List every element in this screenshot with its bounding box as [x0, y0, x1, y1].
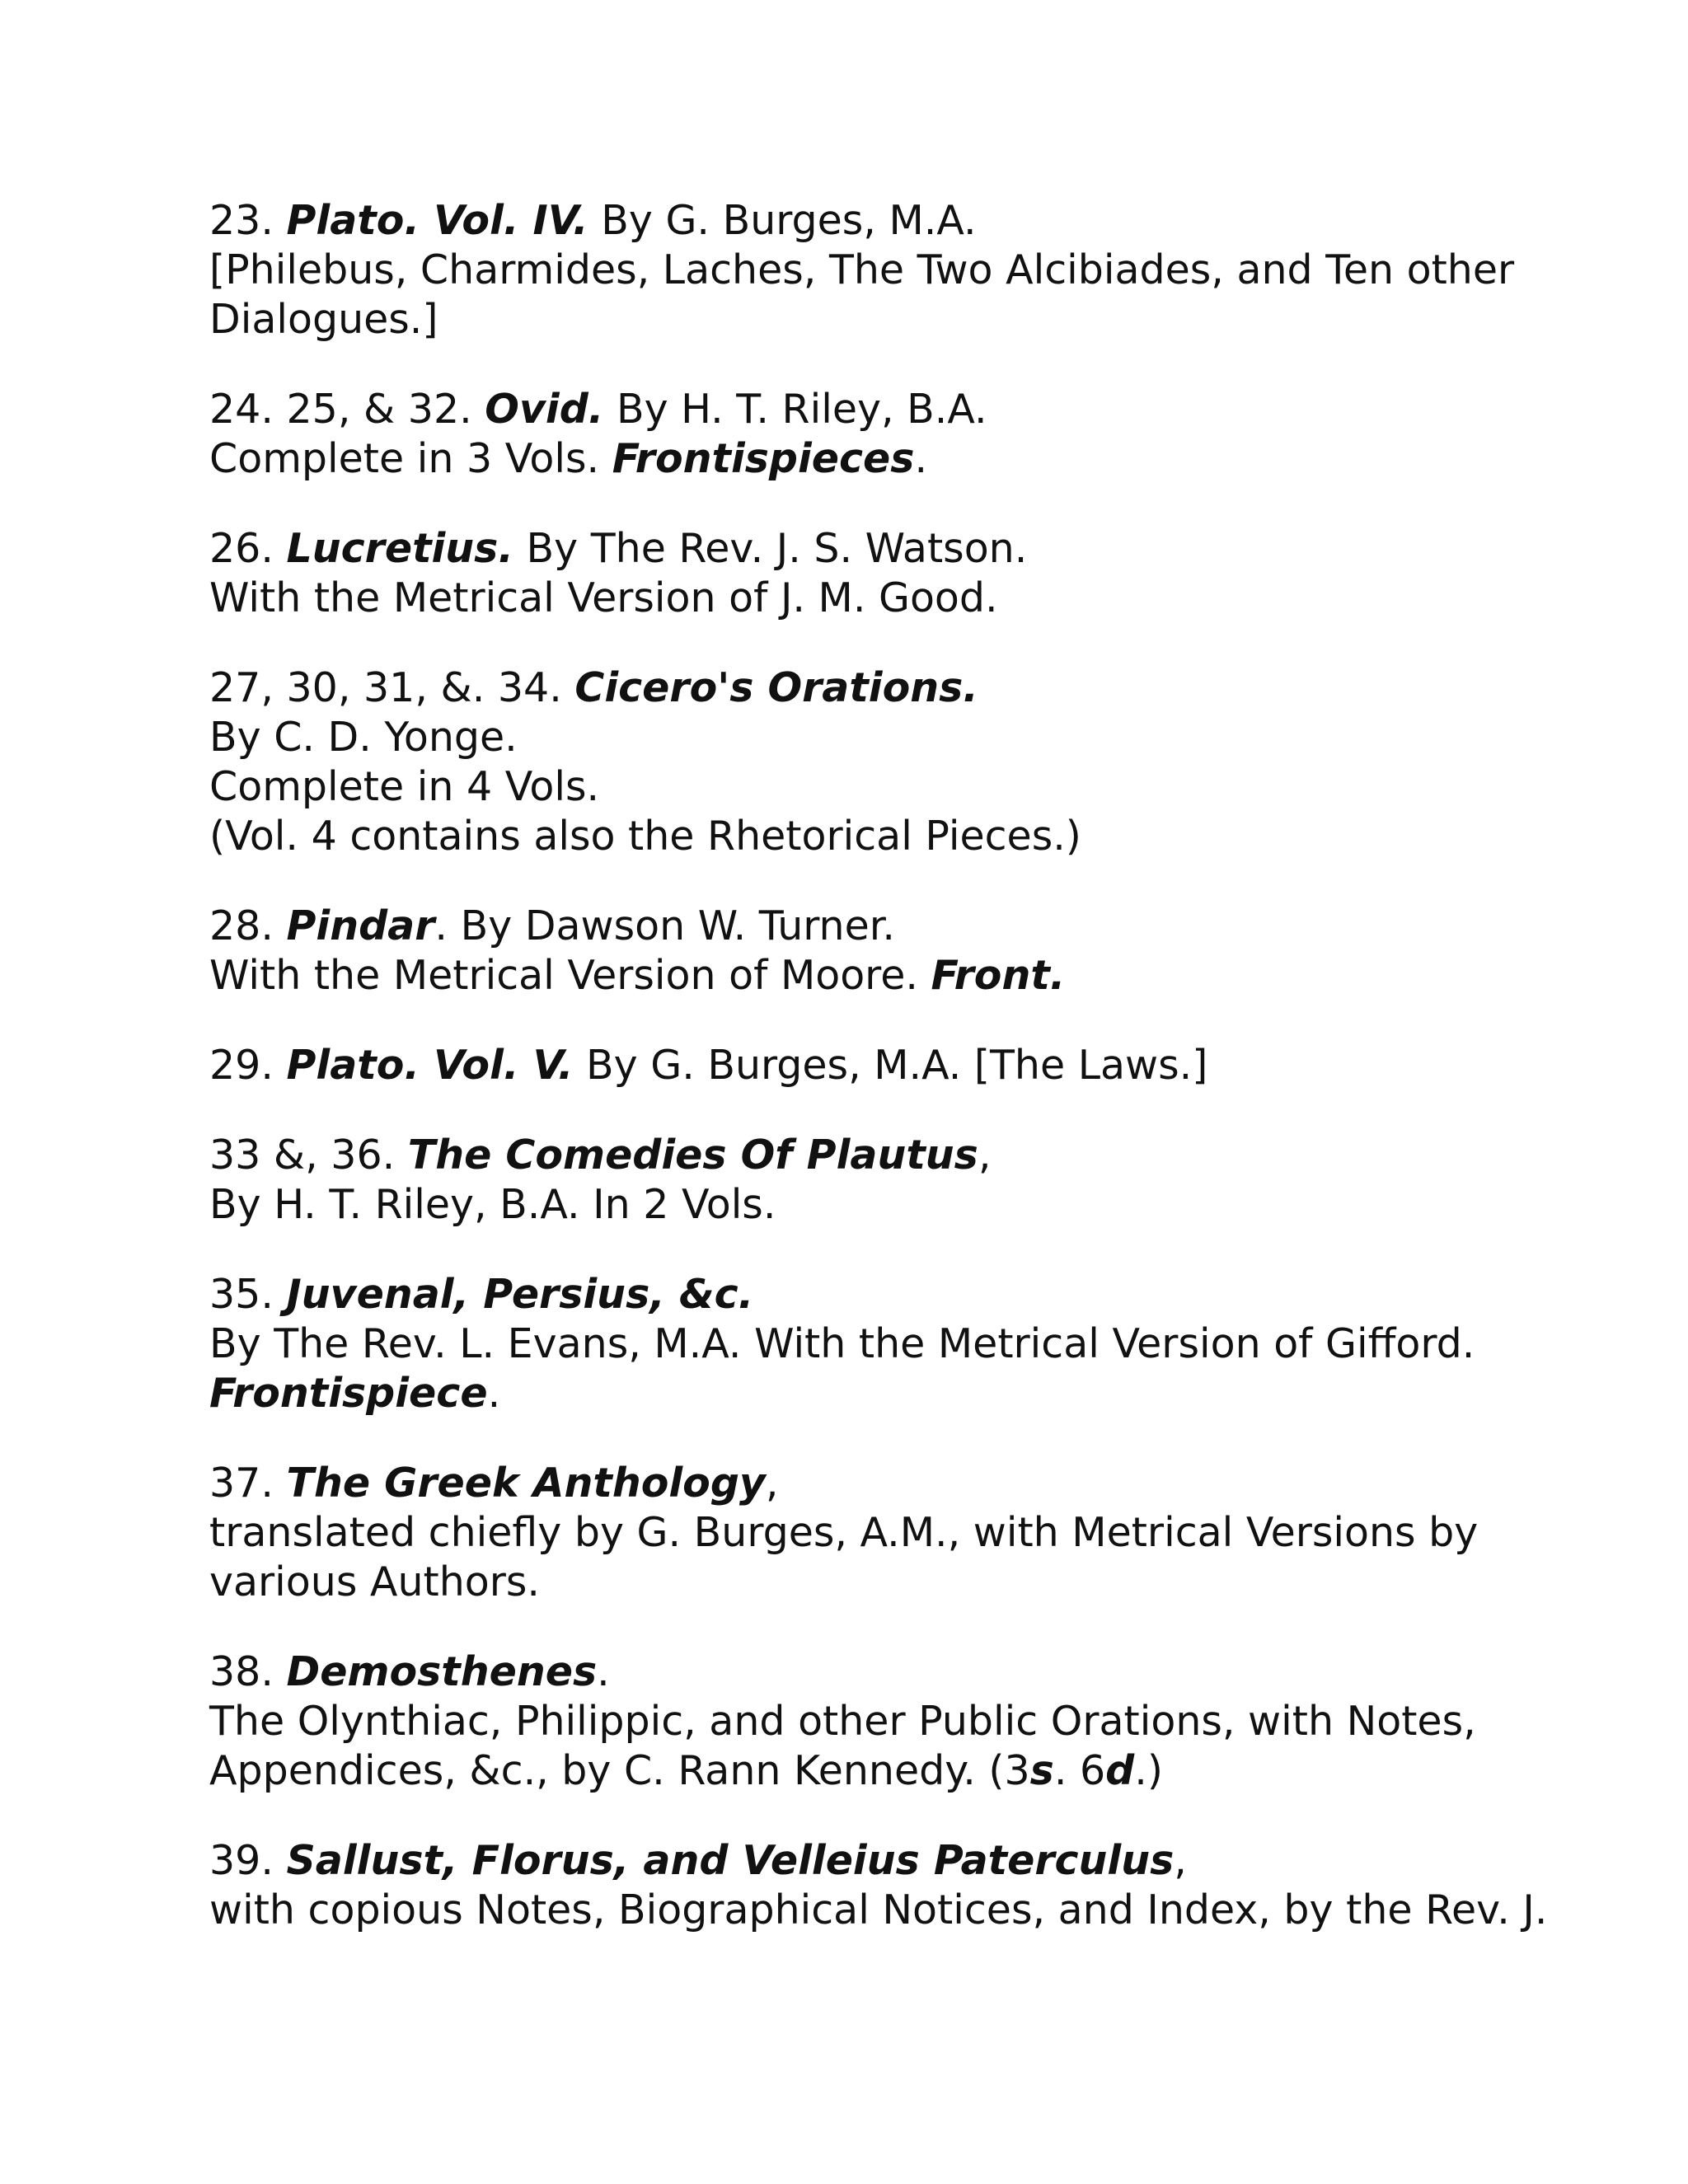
catalogue-entry-37	[209, 1459, 1545, 1607]
entry-title: Sallust, Florus, and Velleius Paterculus	[286, 1837, 1175, 1884]
entry-detail	[209, 1369, 1545, 1418]
entry-heading	[209, 1041, 1545, 1090]
entry-detail: translated chiefly by G. Burges, A.M., with Metrical Versions by	[209, 1509, 1479, 1556]
detail-emphasis: Frontispieces	[612, 435, 915, 482]
entry-number: 23.	[209, 197, 287, 244]
entry-title: Cicero's Orations.	[574, 664, 978, 711]
entry-detail	[209, 1746, 1545, 1796]
detail-text: Appendices, &c., by C. Rann Kennedy. (3	[209, 1747, 1030, 1794]
entry-author: By The Rev. J. S. Watson.	[513, 525, 1028, 572]
catalogue-entry-27	[209, 663, 1545, 861]
entry-author: By H. T. Riley, B.A.	[603, 386, 987, 433]
detail-emphasis: Frontispiece	[209, 1370, 488, 1417]
entry-detail: various Authors.	[209, 1558, 540, 1605]
entry-heading	[209, 1270, 1545, 1319]
entry-detail	[209, 951, 1545, 1001]
entry-number: 29.	[209, 1042, 287, 1089]
entry-heading	[209, 524, 1545, 574]
entry-number: 37.	[209, 1460, 287, 1507]
catalogue-entry-29	[209, 1041, 1545, 1090]
entry-title: Juvenal, Persius, &c.	[286, 1271, 754, 1318]
entry-heading	[209, 1459, 1545, 1508]
pence-abbrev: d	[1105, 1747, 1135, 1794]
entry-heading	[209, 663, 1545, 713]
catalogue-entry-23	[209, 196, 1545, 344]
entry-heading	[209, 902, 1545, 951]
entry-title: Ovid.	[485, 386, 604, 433]
entry-author: By G. Burges, M.A.	[588, 197, 977, 244]
entry-number: 26.	[209, 525, 287, 572]
entry-number: 38.	[209, 1648, 287, 1695]
entry-number: 33 &, 36.	[209, 1132, 408, 1179]
entry-detail: with copious Notes, Biographical Notices, and Index, by the Rev. J.	[209, 1886, 1548, 1933]
entry-author: . By Dawson W. Turner.	[434, 902, 895, 949]
entry-number: 27, 30, 31, &. 34.	[209, 664, 575, 711]
catalogue-entry-26	[209, 524, 1545, 623]
entry-title: The Greek Anthology	[286, 1460, 766, 1507]
detail-text: Complete in 3 Vols.	[209, 435, 612, 482]
entry-heading	[209, 196, 1545, 246]
entry-detail: Complete in 4 Vols.	[209, 763, 600, 810]
entry-author: By G. Burges, M.A. [The Laws.]	[573, 1042, 1208, 1089]
entry-title: Demosthenes	[286, 1648, 598, 1695]
entry-detail: By The Rev. L. Evans, M.A. With the Metrical Version of Gifford.	[209, 1320, 1475, 1367]
catalogue-entry-28	[209, 902, 1545, 1001]
entry-heading	[209, 1836, 1545, 1886]
catalogue-entry-24	[209, 385, 1545, 484]
detail-text: .)	[1134, 1747, 1163, 1794]
entry-number: 39.	[209, 1837, 287, 1884]
entry-detail: (Vol. 4 contains also the Rhetorical Pieces.)	[209, 813, 1081, 860]
entry-heading	[209, 385, 1545, 434]
detail-emphasis: Front.	[931, 952, 1066, 999]
entry-heading	[209, 1647, 1545, 1697]
catalogue-entry-33	[209, 1131, 1545, 1230]
entry-detail: Dialogues.]	[209, 296, 438, 343]
entry-author: ,	[1174, 1837, 1187, 1884]
entry-number: 35.	[209, 1271, 287, 1318]
entry-author: ,	[978, 1132, 992, 1179]
catalogue-entry-38	[209, 1647, 1545, 1796]
entry-author: ,	[765, 1460, 779, 1507]
entry-detail: By C. D. Yonge.	[209, 714, 518, 761]
shillings-abbrev: s	[1029, 1747, 1054, 1794]
catalogue-entry-35	[209, 1270, 1545, 1418]
entry-detail: With the Metrical Version of J. M. Good.	[209, 574, 998, 621]
entry-detail	[209, 434, 1545, 484]
catalogue-page	[209, 196, 1548, 1975]
entry-title: Plato. Vol. V.	[286, 1042, 574, 1089]
entry-author: .	[597, 1648, 610, 1695]
detail-text: .	[487, 1370, 501, 1417]
entry-detail: By H. T. Riley, B.A. In 2 Vols.	[209, 1181, 776, 1228]
catalogue-entry-39	[209, 1836, 1548, 1935]
detail-text: . 6	[1053, 1747, 1106, 1794]
entry-heading	[209, 1131, 1545, 1180]
entry-number: 28.	[209, 902, 287, 949]
entry-detail: [Philebus, Charmides, Laches, The Two Alcibiades, and Ten other	[209, 246, 1515, 293]
detail-text: With the Metrical Version of Moore.	[209, 952, 931, 999]
entry-number: 24. 25, & 32.	[209, 386, 485, 433]
entry-title: Plato. Vol. IV.	[286, 197, 588, 244]
detail-text: .	[914, 435, 928, 482]
entry-detail: The Olynthiac, Philippic, and other Public Orations, with Notes,	[209, 1698, 1476, 1745]
entry-title: Lucretius.	[286, 525, 513, 572]
entry-title: The Comedies Of Plautus	[407, 1132, 978, 1179]
entry-title: Pindar	[286, 902, 435, 949]
